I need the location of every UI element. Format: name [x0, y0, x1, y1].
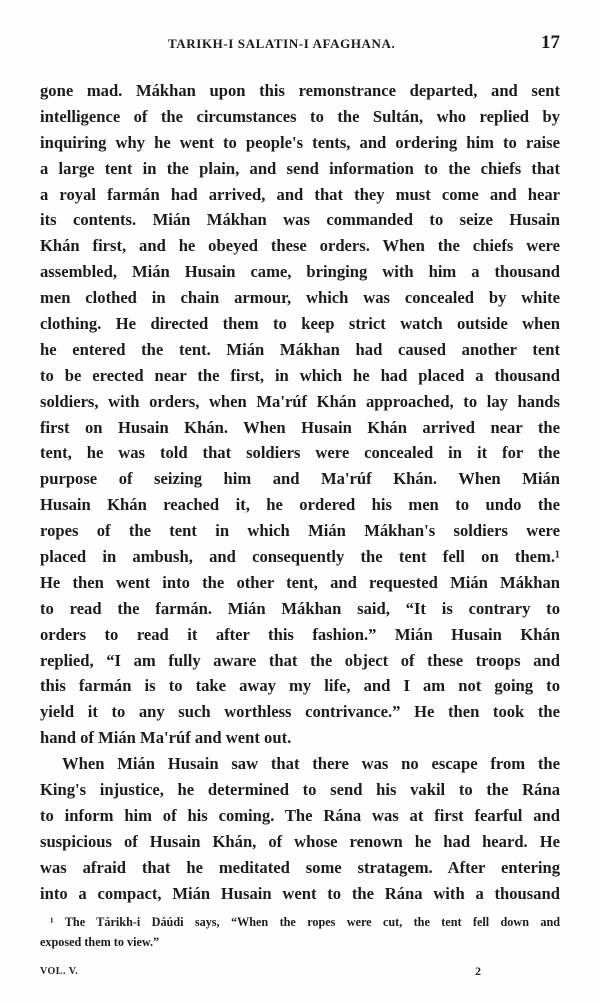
- text-line: to read the farmán. Mián Mákhan said, “It is contrary to: [40, 598, 560, 618]
- footnote: [40, 912, 560, 952]
- text-line: intelligence of the circumstances to the Sultán, who replied by: [40, 106, 560, 126]
- text-line: a royal farmán had arrived, and that they must come and hear: [40, 184, 560, 204]
- text-line: a large tent in the plain, and send information to the chiefs that: [40, 158, 560, 178]
- text-line: gone mad. Mákhan upon this remonstrance departed, and sent: [40, 81, 560, 100]
- text-line: this farmán is to take away my life, and I am not going to: [40, 676, 560, 696]
- text-line: clothing. He directed them to keep strict watch outside when: [40, 314, 560, 334]
- signature-mark: 2: [475, 964, 481, 978]
- running-head: TARIKH-I SALATIN-I AFAGHANA.: [168, 36, 396, 51]
- text-line: tent, he was told that soldiers were concealed in it for the: [40, 443, 560, 463]
- text-line: Khán first, and he obeyed these orders. When the chiefs were: [40, 236, 560, 256]
- text-line: Husain Khán reached it, he ordered his men to undo the: [40, 495, 560, 515]
- text-line: first on Husain Khán. When Husain Khán arrived near the: [40, 417, 560, 437]
- text-line: replied, “I am fully aware that the object of these troops and: [40, 650, 560, 670]
- text-line: its contents. Mián Mákhan was commanded to seize Husain: [40, 210, 560, 230]
- text-line: was afraid that he meditated some stratagem. After entering: [40, 857, 560, 877]
- text-line: inquiring why he went to people's tents, and ordering him to raise: [40, 132, 560, 152]
- text-line: hand of Mián Ma'rúf and went out.: [40, 728, 292, 748]
- text-line: soldiers, with orders, when Ma'rúf Khán approached, to lay hands: [40, 391, 560, 411]
- text-line: yield it to any such worthless contrivance.” He then took the: [40, 702, 560, 722]
- text-line: King's injustice, he determined to send his vakil to the Rána: [40, 780, 560, 800]
- page-number: 17: [541, 32, 560, 53]
- text-line: When Mián Husain saw that there was no escape from the: [62, 754, 560, 774]
- text-line: into a compact, Mián Husain went to the Rána with a thousand: [40, 883, 560, 903]
- text-line: to be erected near the first, in which he had placed a thousand: [40, 365, 560, 385]
- text-line: He then went into the other tent, and requested Mián Mákhan: [40, 572, 560, 592]
- page-header: [40, 34, 564, 56]
- text-line: ropes of the tent in which Mián Mákhan's soldiers were: [40, 521, 560, 541]
- text-line: orders to read it after this fashion.” Mián Husain Khán: [40, 624, 560, 644]
- text-line: purpose of seizing him and Ma'rúf Khán. When Mián: [40, 469, 560, 489]
- volume-mark: VOL. V.: [40, 966, 79, 977]
- text-line: to inform him of his coming. The Rána was at first fearful and: [40, 805, 560, 825]
- footnote-line: ¹ The Tárikh-i Dáúdi says, “When the ropes were cut, the tent fell down and: [50, 915, 560, 929]
- text-line: men clothed in chain armour, which was concealed by white: [40, 288, 560, 308]
- page-signature: [40, 966, 560, 984]
- text-line: assembled, Mián Husain came, bringing with him a thousand: [40, 262, 560, 282]
- body-text: [40, 78, 560, 907]
- text-line: suspicious of Husain Khán, of whose renown he had heard. He: [40, 831, 560, 851]
- footnote-line: exposed them to view.”: [40, 935, 160, 949]
- text-line: he entered the tent. Mián Mákhan had caused another tent: [40, 339, 560, 359]
- text-line: placed in ambush, and consequently the tent fell on them.¹: [40, 547, 560, 567]
